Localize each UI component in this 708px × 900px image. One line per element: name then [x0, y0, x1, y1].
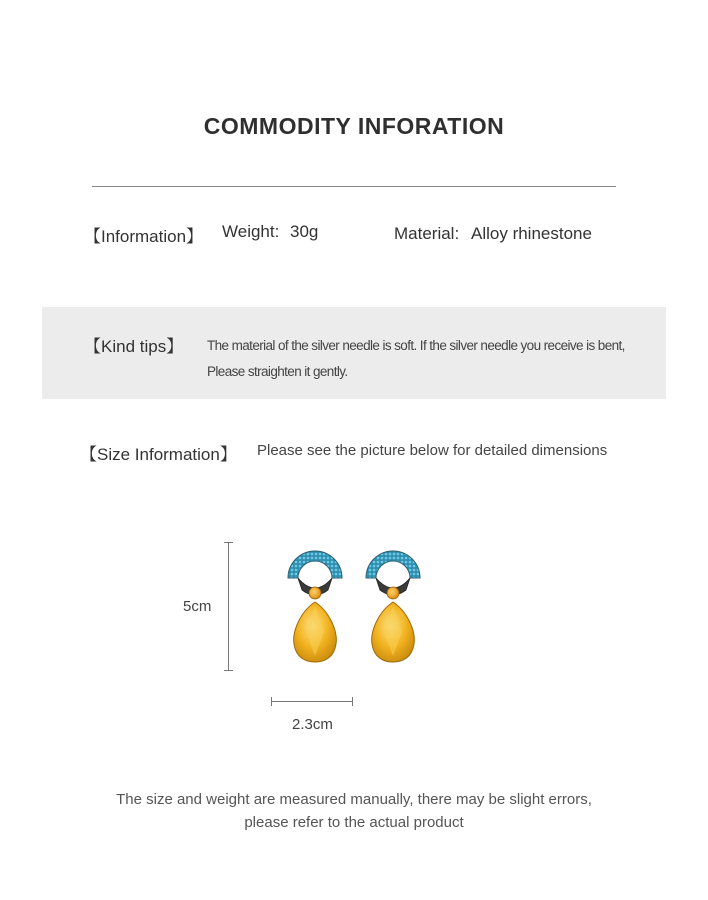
weight-value: 30g	[290, 222, 319, 241]
earring-right	[366, 551, 420, 662]
height-dimension-label: 5cm	[183, 598, 212, 615]
width-dimension-label: 2.3cm	[292, 716, 333, 733]
measurement-disclaimer	[0, 788, 708, 834]
weight-label: Weight:	[222, 222, 280, 241]
title-divider	[92, 186, 616, 187]
width-dimension-cap-right	[352, 697, 353, 706]
kind-tips-line-2: Please straighten it gently.	[207, 364, 348, 379]
height-dimension-cap-top	[224, 542, 233, 543]
height-dimension-line	[228, 542, 229, 671]
page-title: COMMODITY INFORATION	[203, 113, 505, 139]
kind-tips-line-1: The material of the silver needle is soft. If the silver needle you receive is bent,	[207, 338, 625, 353]
height-dimension-cap-bottom	[224, 670, 233, 671]
earring-left	[288, 551, 342, 662]
kind-tips-label: 【Kind tips】	[84, 337, 184, 356]
kind-tips-text	[207, 333, 652, 385]
disclaimer-line-2: please refer to the actual product	[244, 814, 464, 831]
disclaimer-line-1: The size and weight are measured manually, there may be slight errors,	[116, 791, 592, 808]
width-dimension-line	[271, 701, 353, 702]
size-information-note: Please see the picture below for detailed dimensions	[257, 442, 608, 459]
width-dimension-cap-left	[271, 697, 272, 706]
size-information-label: 【Size Information】	[80, 445, 237, 464]
material-value: Alloy rhinestone	[471, 224, 592, 243]
material-label: Material:	[394, 224, 460, 243]
earrings-product-image	[270, 540, 440, 670]
information-label: 【Information】	[84, 227, 204, 246]
